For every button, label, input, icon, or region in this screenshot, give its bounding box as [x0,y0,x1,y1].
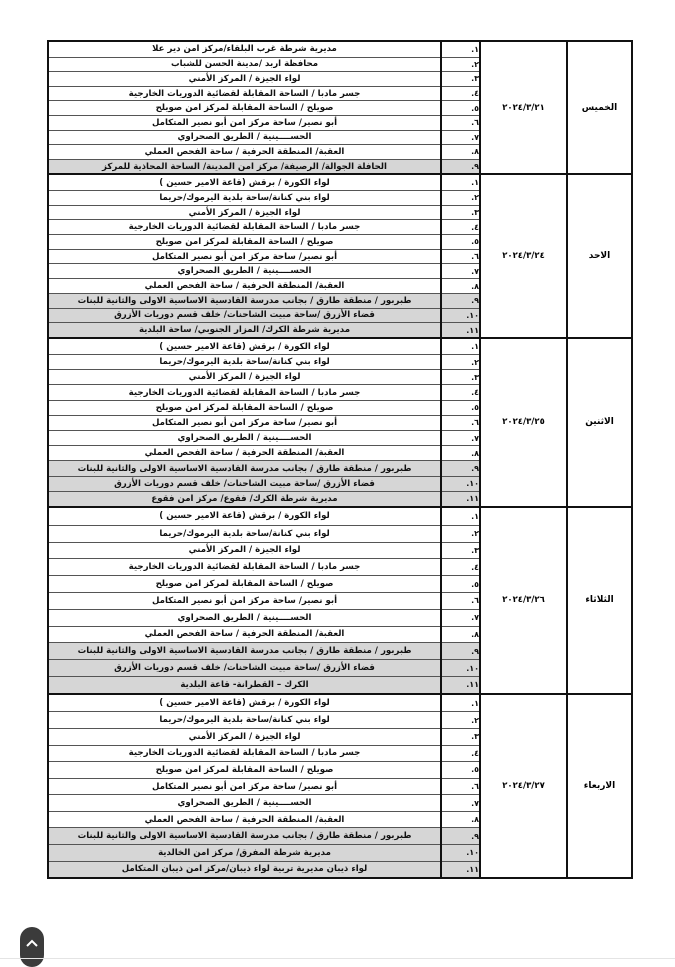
date-label: ٢٠٢٤/٣/٢٧ [502,781,545,791]
scroll-to-top-button[interactable] [20,927,44,967]
date-label: ٢٠٢٤/٣/٢٥ [502,417,545,428]
location-cell: الحســــينية / الطريق الصحراوي [49,609,440,626]
location-cell: صويلح / الساحة المقابلة لمركز امن صويلح [49,100,440,115]
day-label: الاربعاء [583,781,616,791]
chevron-up-icon [26,939,38,947]
day-label: الاحد [588,251,611,262]
location-cell: محافظة اربد /مدينة الحسن للشباب [49,57,440,72]
location-cell: مديرية شرطة الكرك/ فقوع/ مركز امن فقوع [49,491,440,506]
row-number: ١. [471,342,479,351]
row-number: ٥. [442,761,479,778]
row-number: ١١. [442,676,479,693]
row-number: ٦. [442,415,479,430]
date-label: ٢٠٢٤/٣/٢٤ [502,251,545,262]
day-label: الاثنين [585,417,614,428]
location-cell: طبربور / منطقة طارق / بجانب مدرسة القادسية الاساسية الاولى والثانية للبنات [49,827,440,844]
row-number: ١٠. [442,659,479,676]
location-cell: صويلح / الساحة المقابلة لمركز امن صويلح [49,575,440,592]
row-number: ٨. [442,144,479,159]
numbers-column [442,42,481,173]
location-cell: أبو نصير/ ساحة مركز امن أبو نصير المتكامل [49,592,440,609]
row-number: ٩. [442,642,479,659]
location-cell: الكرك – القطرانة- قاعة البلدية [49,676,440,693]
location-cell: طبربور / منطقة طارق / بجانب مدرسة القادسية الاساسية الاولى والثانية للبنات [49,642,440,659]
day-section [49,337,631,506]
location-cell: لواء الجيزة / المركز الأمني [49,369,440,384]
row-number: ٩. [442,159,479,174]
date-column [481,175,568,337]
locations-column [49,42,442,173]
row-number: ٩. [442,293,479,308]
row-number: ٨. [442,626,479,643]
location-cell: لواء الجيزة / المركز الأمني [49,205,440,220]
row-number: ١٠. [442,476,479,491]
locations-column [49,695,442,878]
location-cell: مديرية شرطة الكرك/ المزار الجنوبي/ ساحة البلدية [49,322,440,337]
location-cell: صويلح / الساحة المقابلة لمركز امن صويلح [49,400,440,415]
location-cell: مديرية شرطة غرب البلقاء/مركز امن دير علا [152,44,337,55]
day-section [49,506,631,693]
row-number: ٩. [442,827,479,844]
row-number: ٦. [442,115,479,130]
row-number: ٦. [442,778,479,795]
row-number: ٣. [442,71,479,86]
locations-column [49,508,442,693]
locations-column [49,339,442,506]
row-number: ١٠. [442,844,479,861]
row-number: ٤. [442,384,479,399]
location-cell: أبو نصير/ ساحة مركز امن أبو نصير المتكامل [49,778,440,795]
location-cell: لواء ذيبان مديرية تربية لواء ذيبان/مركز امن ذيبان المتكامل [49,861,440,878]
row-number: ٢. [442,711,479,728]
day-column [568,339,631,506]
day-section [49,42,631,173]
date-column [481,42,568,173]
location-cell: العقبة/ المنطقة الحرفية / ساحة الفحص العملي [49,445,440,460]
location-cell: الحســــينية / الطريق الصحراوي [49,263,440,278]
location-cell: أبو نصير/ ساحة مركز امن أبو نصير المتكامل [49,249,440,264]
location-cell: جسر مادبا / الساحة المقابلة لقضائية الدوريات الخارجية [49,86,440,101]
location-cell: العقبة/ المنطقة الحرفية / ساحة الفحص العملي [49,278,440,293]
location-cell: لواء الكورة / برقش (قاعة الامير حسين ) [159,177,330,188]
row-number: ١. [471,178,479,188]
location-cell: قضاء الأزرق /ساحة مبيت الشاحنات/ خلف قسم دوريات الأزرق [49,476,440,491]
row-number: ١١. [442,861,479,878]
day-column [568,695,631,878]
day-column [568,42,631,173]
row-number: ٢. [442,354,479,369]
location-cell: لواء الكورة / برقش (قاعة الامير حسين ) [159,341,330,352]
row-number: ١. [471,511,479,521]
row-number: ١١. [442,491,479,506]
day-section [49,173,631,337]
location-cell: لواء بني كنانة/ساحة بلدية اليرموك/حريما [49,354,440,369]
location-cell: الحافلة الجوالة/ الرصيفة/ مركز امن المدينة/ الساحة المحاذية للمركز [49,159,440,174]
numbers-column [442,695,481,878]
date-label: ٢٠٢٤/٣/٢١ [502,102,545,113]
row-number: ١٠. [442,308,479,323]
row-number: ٨. [442,445,479,460]
location-cell: لواء بني كنانة/ساحة بلدية اليرموك/حريما [49,190,440,205]
row-number: ٣. [442,542,479,559]
location-cell: جسر مادبا / الساحة المقابلة لقضائية الدوريات الخارجية [49,219,440,234]
row-number: ٢. [442,190,479,205]
location-cell: أبو نصير/ ساحة مركز امن أبو نصير المتكامل [49,415,440,430]
row-number: ٤. [442,558,479,575]
row-number: ٦. [442,592,479,609]
location-cell: لواء الجيزة / المركز الأمني [49,542,440,559]
location-cell: جسر مادبا / الساحة المقابلة لقضائية الدوريات الخارجية [49,384,440,399]
row-number: ٥. [442,100,479,115]
location-cell: لواء الجيزة / المركز الأمني [49,71,440,86]
day-column [568,175,631,337]
location-cell: أبو نصير/ ساحة مركز امن أبو نصير المتكامل [49,115,440,130]
location-cell: الحســــينية / الطريق الصحراوي [49,794,440,811]
row-number: ٧. [442,794,479,811]
location-cell: طبربور / منطقة طارق / بجانب مدرسة القادسية الاساسية الاولى والثانية للبنات [49,460,440,475]
day-label: الثلاثاء [585,595,614,606]
row-number: ٣. [442,205,479,220]
row-number: ٩. [442,460,479,475]
date-column [481,508,568,693]
row-number: ٥. [442,575,479,592]
row-number: ١. [471,698,479,708]
date-column [481,339,568,506]
location-cell: طبربور / منطقة طارق / بجانب مدرسة القادسية الاساسية الاولى والثانية للبنات [49,293,440,308]
location-cell: صويلح / الساحة المقابلة لمركز امن صويلح [49,761,440,778]
row-number: ١. [471,44,479,54]
location-cell: لواء الكورة / برقش (قاعة الامير حسين ) [159,698,330,709]
row-number: ٢. [442,525,479,542]
location-cell: الحســــينية / الطريق الصحراوي [49,430,440,445]
location-cell: لواء بني كنانة/ساحة بلدية اليرموك/حريما [49,525,440,542]
day-label: الخميس [581,102,618,113]
location-cell: لواء الكورة / برقش (قاعة الامير حسين ) [159,511,330,522]
row-number: ٧. [442,263,479,278]
row-number: ٣. [442,369,479,384]
day-column [568,508,631,693]
row-number: ٤. [442,745,479,762]
row-number: ٣. [442,728,479,745]
row-number: ٥. [442,400,479,415]
row-number: ١١. [442,322,479,337]
divider [0,958,675,959]
numbers-column [442,339,481,506]
row-number: ٨. [442,811,479,828]
location-cell: العقبة/ المنطقة الحرفية / ساحة الفحص العملي [49,626,440,643]
row-number: ٤. [442,219,479,234]
location-cell: قضاء الأزرق /ساحة مبيت الشاحنات/ خلف قسم دوريات الأزرق [49,308,440,323]
row-number: ٧. [442,130,479,145]
locations-column [49,175,442,337]
numbers-column [442,508,481,693]
numbers-column [442,175,481,337]
location-cell: قضاء الأزرق /ساحة مبيت الشاحنات/ خلف قسم دوريات الأزرق [49,659,440,676]
location-cell: الحســــينية / الطريق الصحراوي [49,130,440,145]
location-cell: مديرية شرطة المفرق/ مركز امن الخالدية [49,844,440,861]
row-number: ٧. [442,609,479,626]
location-cell: صويلح / الساحة المقابلة لمركز امن صويلح [49,234,440,249]
location-cell: العقبة/ المنطقة الحرفية / ساحة الفحص العملي [49,144,440,159]
row-number: ٥. [442,234,479,249]
location-cell: لواء الجيزة / المركز الأمني [49,728,440,745]
row-number: ٨. [442,278,479,293]
location-cell: جسر مادبا / الساحة المقابلة لقضائية الدوريات الخارجية [49,745,440,762]
row-number: ٤. [442,86,479,101]
schedule-table [47,40,633,879]
row-number: ٧. [442,430,479,445]
location-cell: جسر مادبا / الساحة المقابلة لقضائية الدوريات الخارجية [49,558,440,575]
date-label: ٢٠٢٤/٣/٢٦ [502,595,545,606]
row-number: ٦. [442,249,479,264]
day-section [49,693,631,878]
row-number: ٢. [442,57,479,72]
location-cell: لواء بني كنانة/ساحة بلدية اليرموك/حريما [49,711,440,728]
location-cell: العقبة/ المنطقة الحرفية / ساحة الفحص العملي [49,811,440,828]
date-column [481,695,568,878]
